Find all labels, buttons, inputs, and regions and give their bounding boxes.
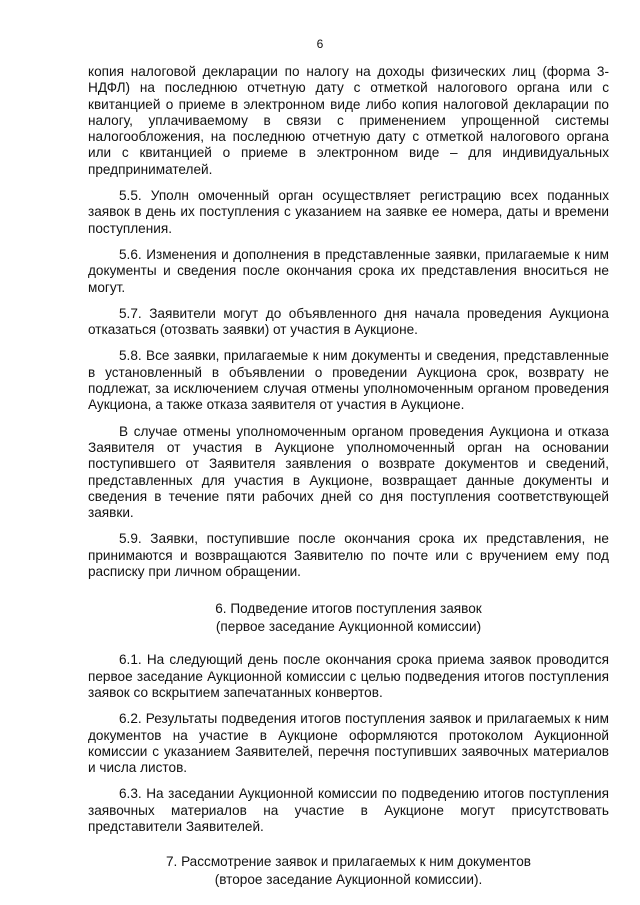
page-number: 6 [316,37,324,51]
paragraph-6-3: 6.3. На заседании Аукционной комиссии по подведению итогов поступления заявочных материалов на участие в Аукционе могут присутствовать представители Заявителей. [88,786,609,834]
paragraph-5-7: 5.7. Заявители могут до объявленного дня начала проведения Аукциона отказаться (отозвать заявки) от участия в Аукционе. [88,305,609,338]
paragraph-5-8: 5.8. Все заявки, прилагаемые к ним документы и сведения, представленные в установленный в объявлении о проведении Аукциона срок, возврату не подлежат, за исключением случая отмены уполномоченным органом проведения Аукциона, а также отказа заявителя от участия в Аукционе. [88,348,609,413]
section-7-title: 7. Рассмотрение заявок и прилагаемых к ним документов [165,854,532,870]
section-7-subtitle: (второе заседание Аукционной комиссии). [214,872,483,888]
section-6-title: 6. Подведение итогов поступления заявок [215,601,482,617]
paragraph-6-1: 6.1. На следующий день после окончания срока приема заявок проводится первое заседание Аукционной комиссии с целью подведения итогов поступления заявок со вскрытием запечатанных конвертов. [88,652,609,700]
document-body [88,64,609,905]
paragraph-5-8-cancellation: В случае отмены уполномоченным органом проведения Аукциона и отказа Заявителя от участия в Аукционе уполномоченный орган на основании поступившего от Заявителя заявления о возврате документов и сведений, представленных для участия в Аукционе, возвращает данные документы и сведения в течение пяти рабочих дней со дня поступления соответствующей заявки. [88,423,609,521]
paragraph-5-9: 5.9. Заявки, поступившие после окончания срока их представления, не принимаются и возвращаются Заявителю по почте или с вручением ему под расписку при личном обращении. [88,531,609,580]
paragraph-5-6: 5.6. Изменения и дополнения в представленные заявки, прилагаемые к ним документы и сведения после окончания срока их представления вноситься не могут. [88,246,609,295]
section-6-subtitle: (первое заседание Аукционной комиссии) [215,619,482,635]
section-6-heading [88,600,609,636]
paragraph-5-5: 5.5. Уполн омоченный орган осуществляет регистрацию всех поданных заявок в день их поступления с указанием на заявке ее номера, даты и времени поступления. [88,188,609,236]
section-7-heading [88,853,609,889]
paragraph-tax-declaration: копия налоговой декларации по налогу на доходы физических лиц (форма 3-НДФЛ) на последнюю отчетную дату с отметкой налогового органа или с квитанцией о приеме в электронном виде либо копия налоговой декларации по налогу, уплачиваемому в связи с применением упрощенной системы налогообложения, на последнюю отчетную дату с отметкой налогового органа или с квитанцией о приеме в электронном виде – для индивидуальных предпринимателей. [88,64,609,177]
paragraph-6-2: 6.2. Результаты подведения итогов поступления заявок и прилагаемых к ним документов на участие в Аукционе оформляются протоколом Аукционной комиссии с указанием Заявителей, перечня поступивших заявочных материалов и числа листов. [88,711,609,776]
